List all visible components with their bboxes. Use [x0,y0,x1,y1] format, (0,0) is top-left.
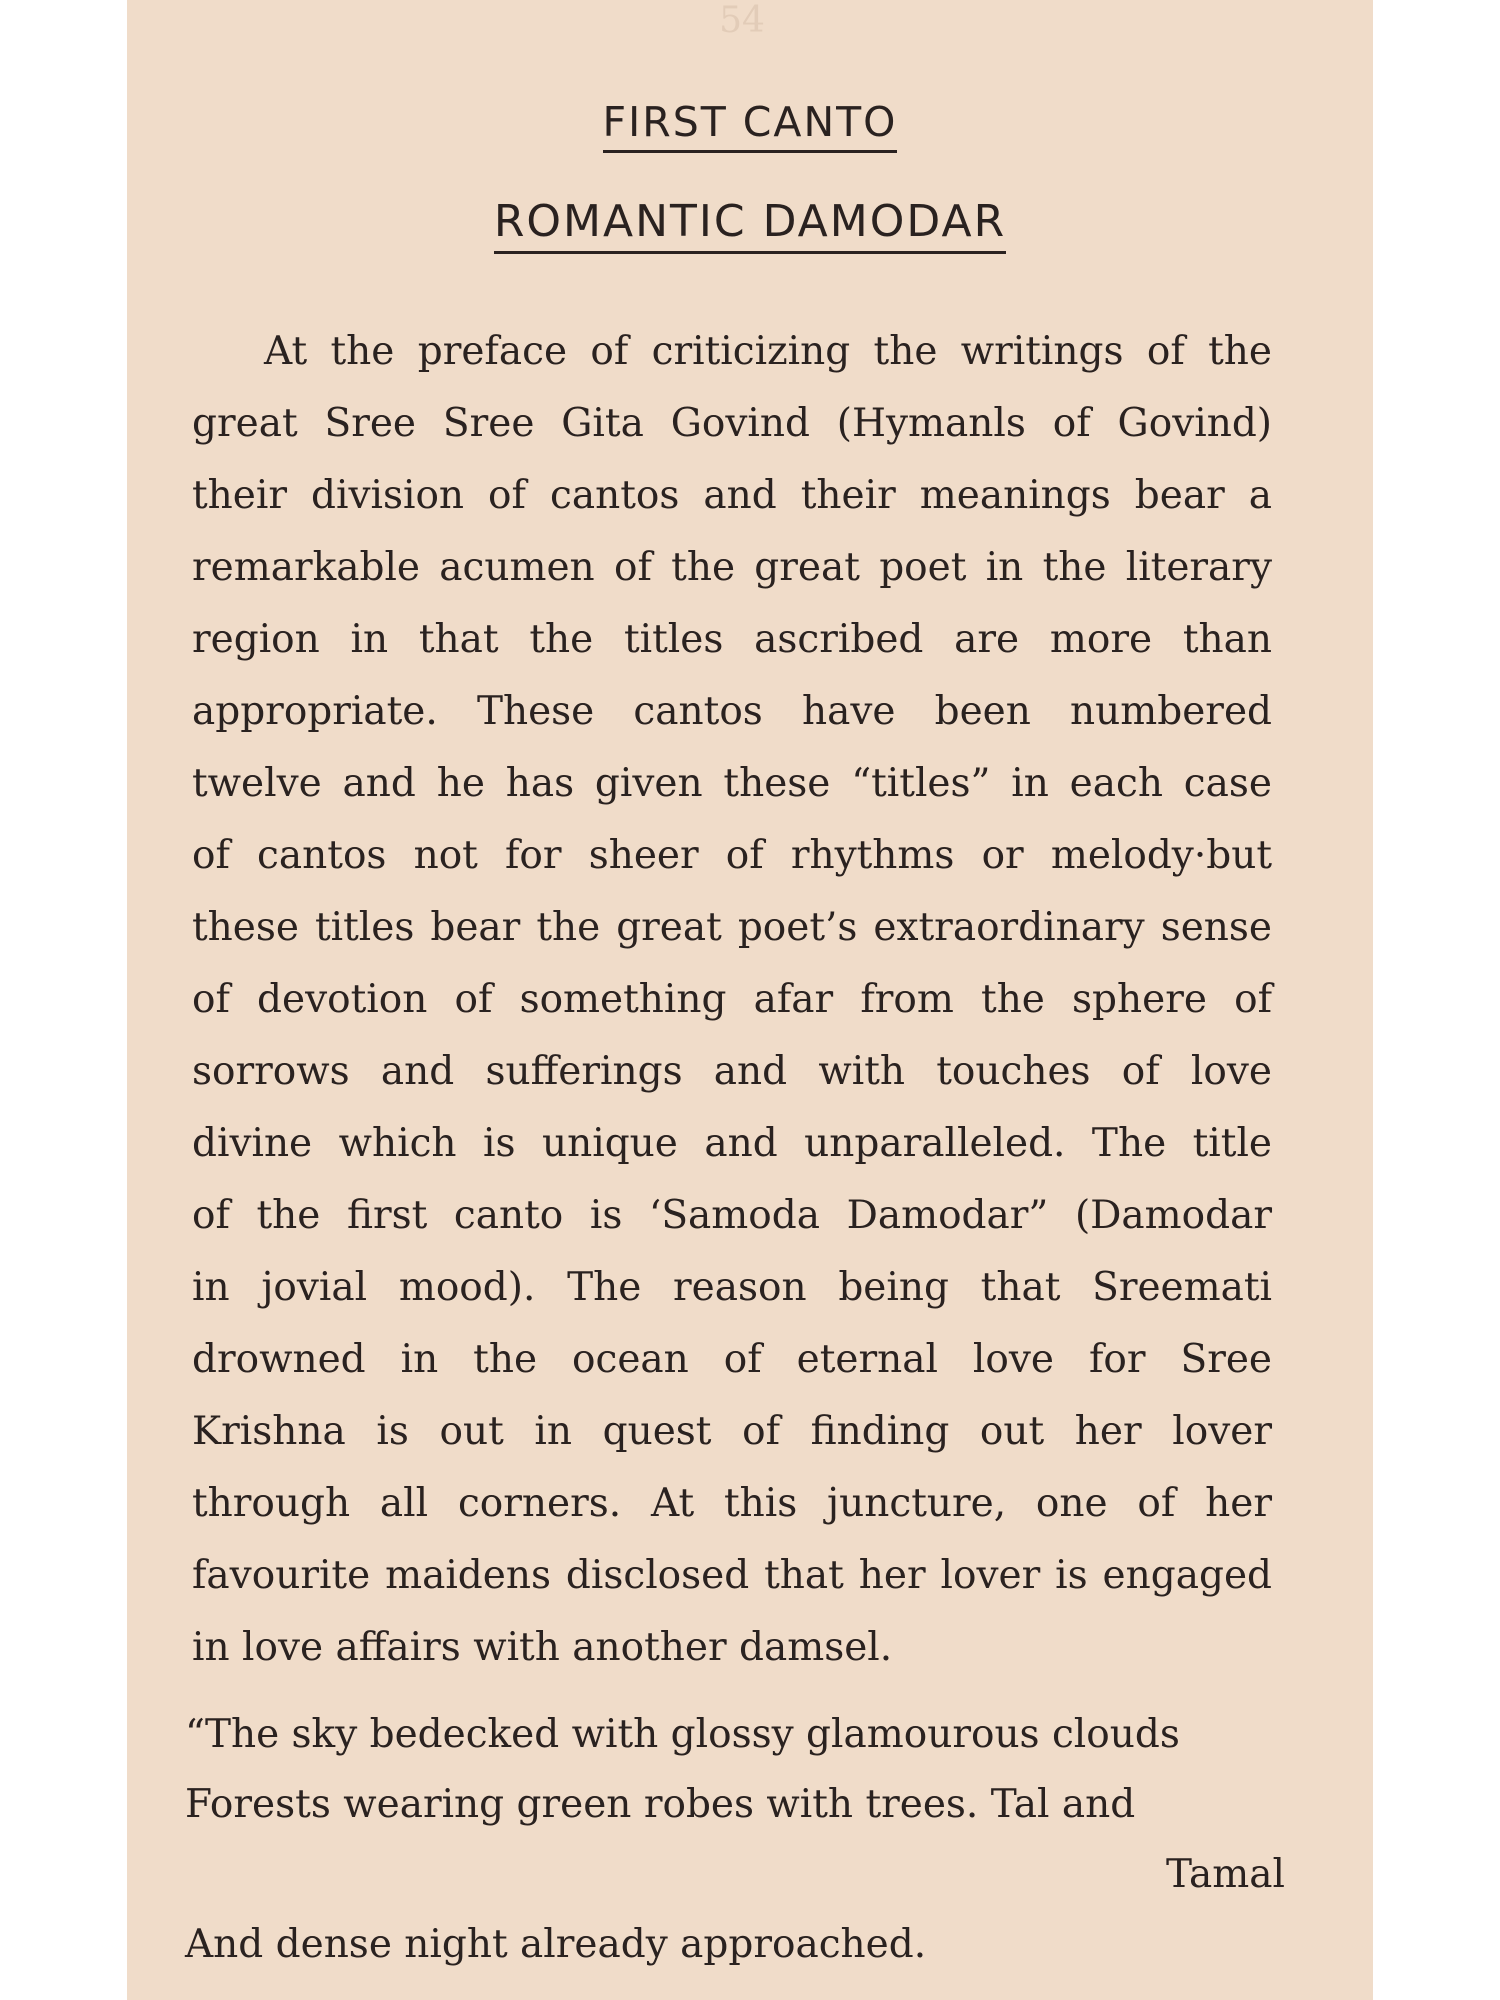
paragraph-line: through all corners. At this juncture, one of her [192,1481,1272,1526]
page-number: 54 [719,0,765,41]
paragraph-line: great Sree Sree Gita Govind (Hymanls of Govind) [192,401,1272,446]
paragraph-line: divine which is unique and unparalleled. The title [192,1121,1272,1166]
verse-line: Forests wearing green robes with trees. Tal and [185,1782,1136,1827]
verse-line: “The sky bedecked with glossy glamourous clouds [185,1712,1180,1757]
verse-line: Tamal [1166,1852,1285,1897]
chapter-title [127,196,1373,254]
paragraph-line: favourite maidens disclosed that her lover is engaged [192,1553,1272,1598]
canto-heading-text: FIRST CANTO [603,98,898,153]
paragraph-line: sorrows and sufferings and with touches of love [192,1049,1272,1094]
book-page [127,0,1373,2000]
paragraph-line: these titles bear the great poet’s extraordinary sense [192,905,1272,950]
paragraph-line: in jovial mood). The reason being that Sreemati [192,1265,1272,1310]
paragraph-line: region in that the titles ascribed are more than [192,617,1272,662]
paragraph-line: their division of cantos and their meanings bear a [192,473,1272,518]
paragraph-line: of cantos not for sheer of rhythms or melody·but [192,833,1272,878]
paragraph-line: in love affairs with another damsel. [192,1625,893,1670]
paragraph-line: At the preface of criticizing the writings of the [264,329,1272,374]
verse-block [185,1700,1285,1980]
paragraph-line: remarkable acumen of the great poet in the literary [192,545,1272,590]
paragraph-line: of the first canto is ‘Samoda Damodar” (Damodar [192,1193,1272,1238]
canto-heading [127,98,1373,153]
paragraph-line: drowned in the ocean of eternal love for Sree [192,1337,1272,1382]
paragraph-line: of devotion of something afar from the sphere of [192,977,1272,1022]
paragraph-line: appropriate. These cantos have been numbered [192,689,1272,734]
chapter-title-text: ROMANTIC DAMODAR [494,196,1006,254]
body-paragraph [192,316,1272,1684]
paragraph-line: twelve and he has given these “titles” in each case [192,761,1272,806]
verse-line: And dense night already approached. [185,1922,927,1967]
paragraph-line: Krishna is out in quest of finding out her lover [192,1409,1272,1454]
